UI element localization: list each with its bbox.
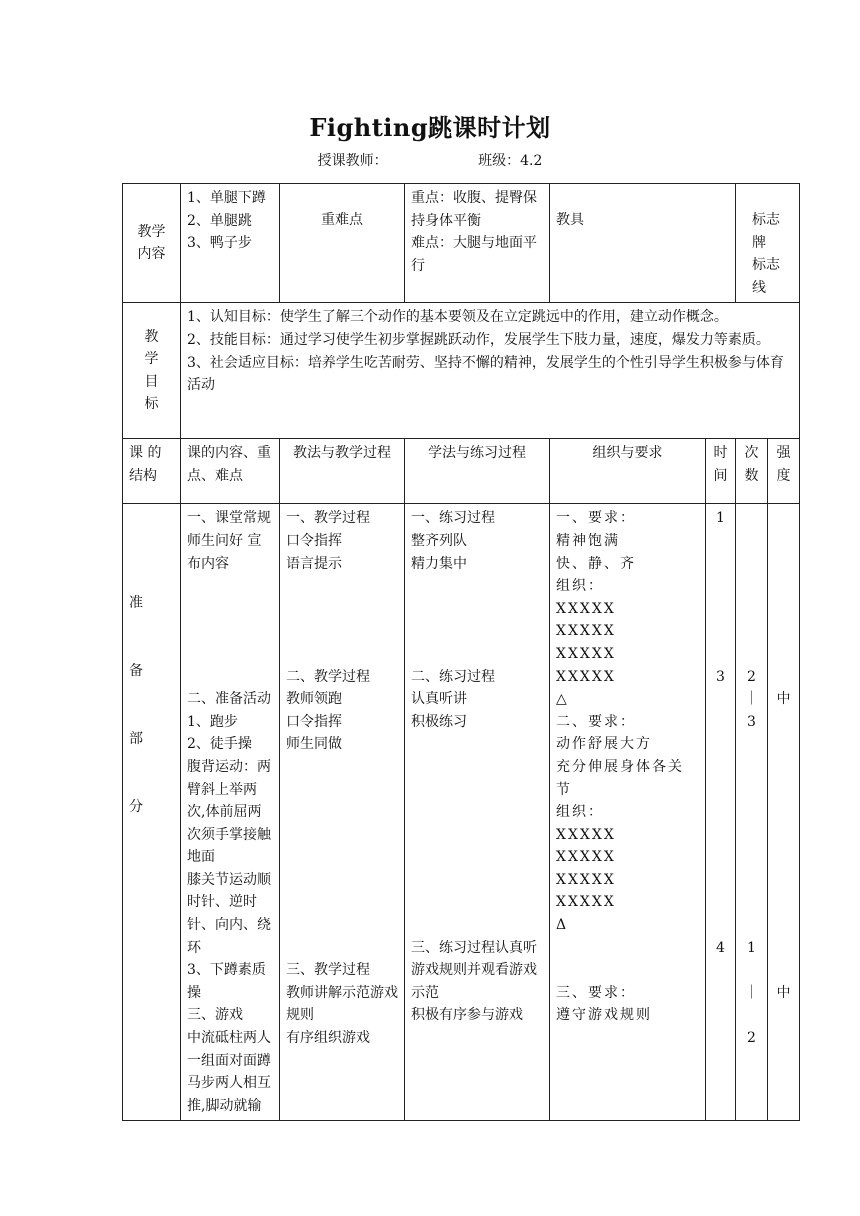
prep-content: 一、课堂常规 师生问好 宣布内容 二、准备活动 1、跑步 2、徒手操 腹背运动：两臂斜上举两次,体前屈两次须手掌接触地面 膝关节运动顺时针、逆时针、向内、绕环 3、下蹲素质操 三、游戏 中流砥柱两人一组面对面蹲马步两人相互推,脚动就输 — [181, 504, 280, 1121]
content-items: 1、单腿下蹲 2、单腿跳 3、鸭子步 — [181, 184, 280, 303]
goals-row — [123, 303, 800, 439]
equipment-label: 教具 — [550, 184, 736, 303]
prep-teaching: 一、教学过程 口令指挥 语言提示 二、教学过程 教师领跑 口令指挥 师生同做 三、教学过程 教师讲解示范游戏规则 有序组织游戏 — [280, 504, 405, 1121]
col-time: 时间 — [706, 439, 736, 504]
prep-intensity: 中 中 — [768, 504, 800, 1121]
col-learning: 学法与练习过程 — [405, 439, 550, 504]
lesson-plan-table — [122, 183, 800, 1121]
goals-text: 1、认知目标：使学生了解三个动作的基本要领及在立定跳远中的作用，建立动作概念。 2、技能目标：通过学习使学生初步掌握跳跃动作，发展学生下肢力量，速度，爆发力等素质。 3、社会适应目标：培养学生吃苦耐劳、坚持不懈的精神，发展学生的个性引导学生积极参与体育活动 — [181, 303, 800, 439]
prep-organization: 一、要求： 精神饱满 快、静、齐 组织： XXXXX XXXXX XXXXX XXXXX △ 二、要求： 动作舒展大方 充分伸展身体各关节 组织： XXXXX XXXXX XXXXX XXXXX Δ 三、要求： 遵守游戏规则 — [550, 504, 706, 1121]
col-teaching: 教法与教学过程 — [280, 439, 405, 504]
content-row — [123, 184, 800, 303]
prep-label: 准 备 部 分 — [123, 504, 181, 1121]
col-intensity: 强度 — [768, 439, 800, 504]
prep-count: 2 ｜ 3 1 ｜ 2 — [736, 504, 768, 1121]
key-points-text: 重点：收腹、提臀保持身体平衡 难点：大腿与地面平行 — [405, 184, 550, 303]
teacher-label: 授课教师： — [317, 153, 388, 169]
goals-label: 教 学 目 标 — [123, 303, 181, 439]
column-header-row — [123, 439, 800, 504]
key-points-label: 重难点 — [280, 184, 405, 303]
content-label: 教学 内容 — [123, 184, 181, 303]
page-title: Fighting跳课时计划 — [309, 113, 551, 142]
class-label: 班级：4.2 — [478, 153, 543, 169]
col-count: 次数 — [736, 439, 768, 504]
equipment-list: 标志牌 标志线 — [736, 184, 800, 303]
col-structure: 课 的结构 — [123, 439, 181, 504]
col-content: 课的内容、重点、难点 — [181, 439, 280, 504]
prep-learning: 一、练习过程 整齐列队 精力集中 二、练习过程 认真听讲 积极练习 三、练习过程认真听游戏规则并观看游戏示范 积极有序参与游戏 — [405, 504, 550, 1121]
prep-section-row — [123, 504, 800, 1121]
subtitle — [0, 150, 860, 170]
prep-time: 1 3 4 — [706, 504, 736, 1121]
col-organization: 组织与要求 — [550, 439, 706, 504]
